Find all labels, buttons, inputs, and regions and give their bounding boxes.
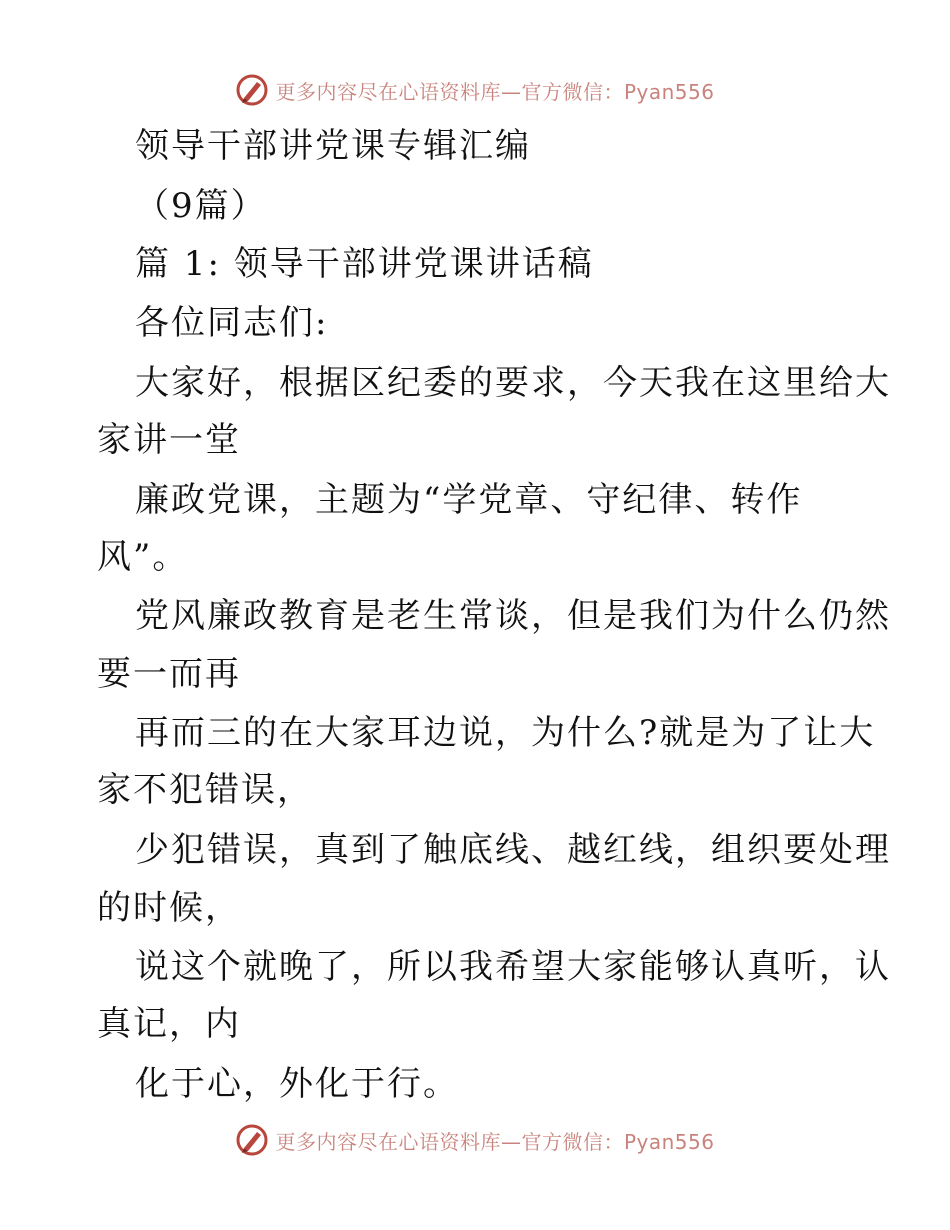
paragraph-line: 少犯错误，真到了触底线、越红线，组织要处理 — [135, 830, 891, 870]
paragraph-line: 大家好，根据区纪委的要求，今天我在这里给大 — [135, 363, 891, 403]
paragraph-line: 真记，内 — [97, 1004, 241, 1044]
paragraph-line: 要一而再 — [97, 654, 241, 694]
pen-logo-icon — [235, 73, 269, 107]
section-heading: 篇 1: 领导干部讲党课讲话稿 — [135, 244, 594, 284]
header-banner-text: 更多内容尽在心语资料库—官方微信：Pyan556 — [275, 79, 715, 104]
salutation: 各位同志们: — [135, 303, 329, 343]
paragraph-line: 廉政党课，主题为“学党章、守纪律、转作 — [135, 480, 803, 520]
paragraph-line: 说这个就晚了，所以我希望大家能够认真听，认 — [135, 947, 891, 987]
footer-banner-text: 更多内容尽在心语资料库—官方微信：Pyan556 — [275, 1129, 715, 1154]
pen-logo-icon — [235, 1123, 269, 1157]
paragraph-line: 风”。 — [97, 537, 189, 577]
document-title: 领导干部讲党课专辑汇编 — [135, 126, 531, 166]
paragraph-line: 家讲一堂 — [97, 420, 241, 460]
paragraph-line: 家不犯错误， — [97, 770, 313, 810]
paragraph-line: 的时候， — [97, 888, 241, 928]
paragraph-line: 党风廉政教育是老生常谈，但是我们为什么仍然 — [135, 596, 891, 636]
footer-banner — [0, 1120, 950, 1160]
header-banner — [0, 70, 950, 110]
paragraph-line: 化于心，外化于行。 — [135, 1064, 459, 1104]
document-subtitle: （9篇） — [135, 186, 267, 226]
paragraph-line: 再而三的在大家耳边说，为什么?就是为了让大 — [135, 713, 876, 753]
